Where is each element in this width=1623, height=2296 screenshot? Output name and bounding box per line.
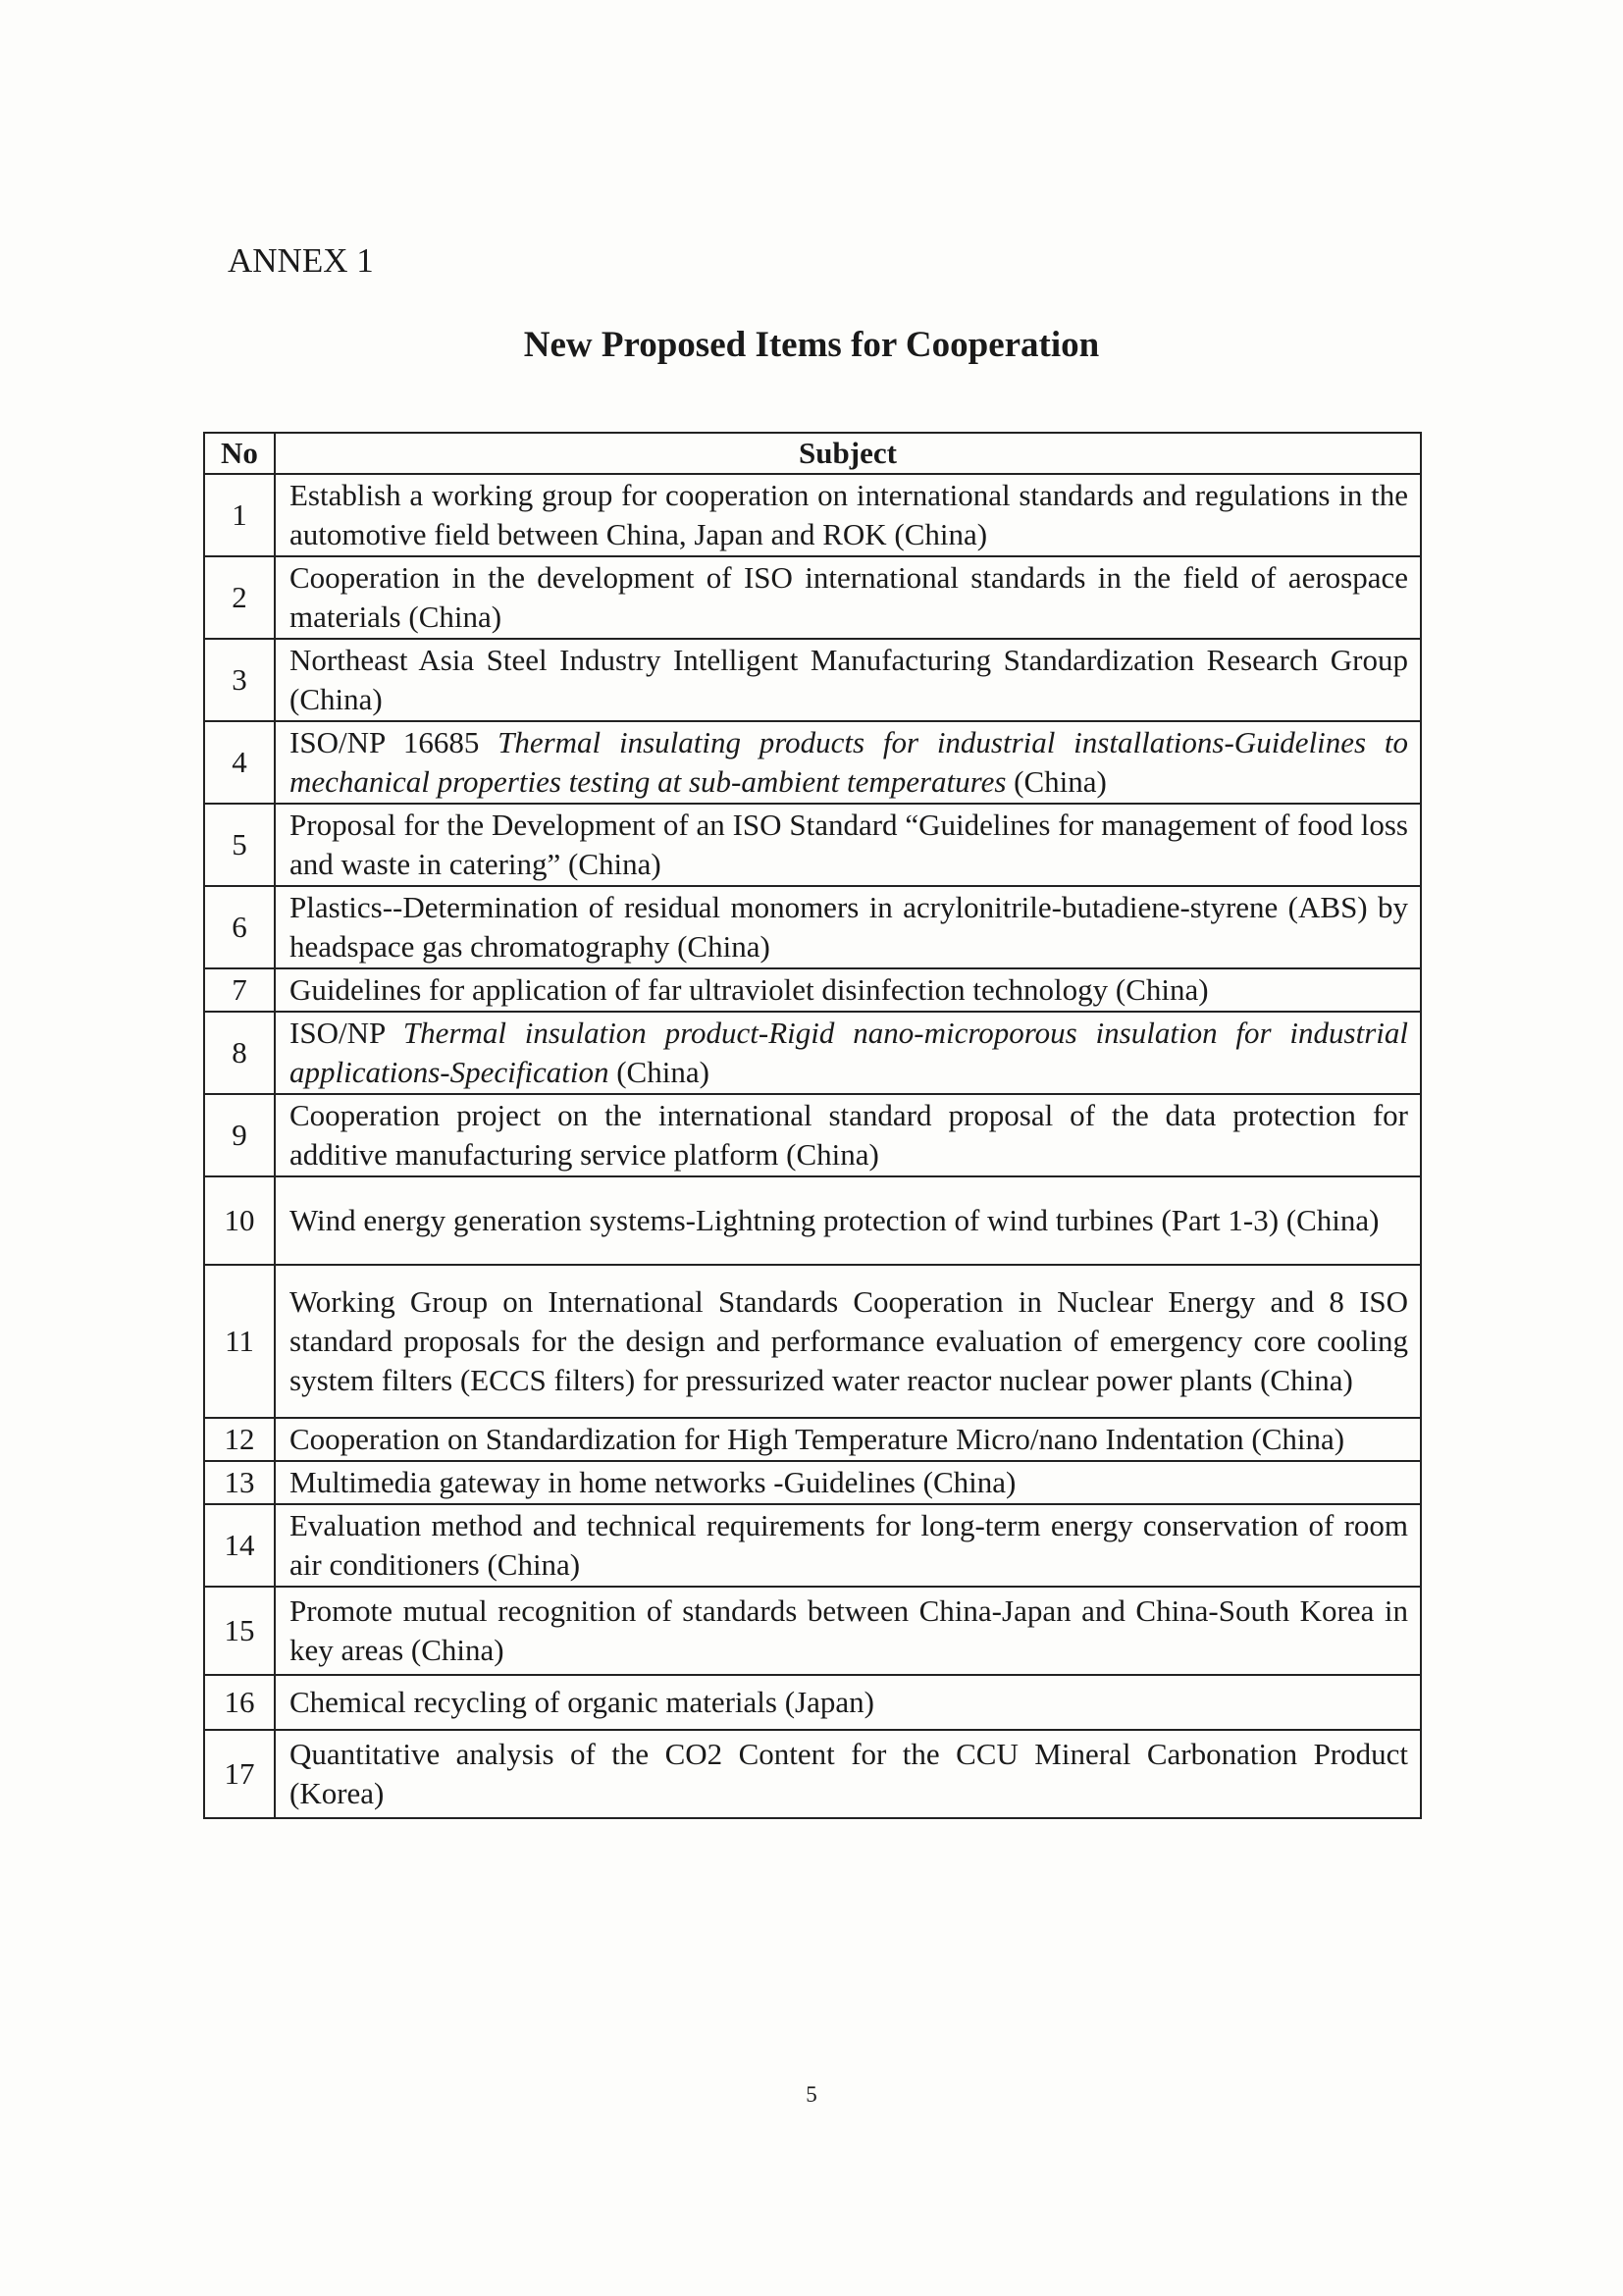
row-number: 5 — [204, 804, 275, 886]
table-row — [204, 721, 1421, 804]
row-number: 10 — [204, 1176, 275, 1265]
table-row — [204, 1418, 1421, 1461]
subject-text: Multimedia gateway in home networks -Guidelines (China) — [289, 1465, 1017, 1499]
proposed-items-table — [203, 432, 1422, 1819]
subject-text: (China) — [608, 1055, 709, 1089]
table-row — [204, 1176, 1421, 1265]
row-subject — [275, 1675, 1421, 1730]
row-subject — [275, 1504, 1421, 1587]
subject-text: Evaluation method and technical requirements for long-term energy conservation of room air conditioners (China) — [289, 1508, 1408, 1582]
row-subject — [275, 556, 1421, 639]
row-number: 14 — [204, 1504, 275, 1587]
row-number: 13 — [204, 1461, 275, 1504]
row-subject — [275, 1587, 1421, 1675]
table-row — [204, 1730, 1421, 1818]
subject-title-italic: Thermal insulating products for industrial installations-Guidelines to mechanical properties testing at sub-ambient temperatures — [289, 725, 1409, 799]
row-subject — [275, 968, 1421, 1012]
subject-text: Cooperation on Standardization for High Temperature Micro/nano Indentation (China) — [289, 1422, 1345, 1456]
subject-text: Working Group on International Standards Cooperation in Nuclear Energy and 8 ISO standard proposals for the design and performance evaluation of emergency core cooling system filters (ECCS filters) for pressurized water reactor nuclear power plants (China) — [289, 1284, 1408, 1397]
table-row — [204, 639, 1421, 721]
subject-text: Proposal for the Development of an ISO Standard “Guidelines for management of food loss and waste in catering” (China) — [289, 808, 1408, 881]
row-number: 8 — [204, 1012, 275, 1094]
subject-title-italic: Thermal insulation product-Rigid nano-microporous insulation for industrial applications-Specification — [289, 1016, 1408, 1089]
row-number: 4 — [204, 721, 275, 804]
subject-text: Northeast Asia Steel Industry Intelligent Manufacturing Standardization Research Group (China) — [289, 643, 1408, 716]
row-subject — [275, 1176, 1421, 1265]
row-number: 9 — [204, 1094, 275, 1176]
subject-text: Promote mutual recognition of standards between China-Japan and China-South Korea in key areas (China) — [289, 1593, 1408, 1667]
row-number: 1 — [204, 474, 275, 556]
row-subject — [275, 1265, 1421, 1418]
subject-text: (China) — [1006, 764, 1107, 799]
row-number: 12 — [204, 1418, 275, 1461]
row-number: 17 — [204, 1730, 275, 1818]
table-row — [204, 1504, 1421, 1587]
table-row — [204, 1461, 1421, 1504]
subject-text: Chemical recycling of organic materials (Japan) — [289, 1685, 874, 1719]
table-body — [204, 474, 1421, 1818]
subject-text: Plastics--Determination of residual monomers in acrylonitrile-butadiene-styrene (ABS) by headspace gas chromatography (China) — [289, 890, 1408, 964]
table-row — [204, 1012, 1421, 1094]
subject-text: Cooperation in the development of ISO international standards in the field of aerospace materials (China) — [289, 560, 1408, 634]
subject-text: Establish a working group for cooperation on international standards and regulations in the automotive field between China, Japan and ROK (China) — [289, 478, 1408, 551]
subject-text: Guidelines for application of far ultraviolet disinfection technology (China) — [289, 972, 1209, 1007]
row-subject — [275, 1012, 1421, 1094]
row-subject — [275, 474, 1421, 556]
subject-text: ISO/NP — [289, 1016, 403, 1050]
document-title: New Proposed Items for Cooperation — [523, 325, 1100, 365]
table-row — [204, 556, 1421, 639]
row-subject — [275, 804, 1421, 886]
row-subject — [275, 1461, 1421, 1504]
row-subject — [275, 1730, 1421, 1818]
row-number: 16 — [204, 1675, 275, 1730]
table-row — [204, 886, 1421, 968]
table-row — [204, 804, 1421, 886]
row-number: 6 — [204, 886, 275, 968]
page-number: 5 — [806, 2082, 817, 2107]
row-number: 3 — [204, 639, 275, 721]
annex-label: ANNEX 1 — [228, 241, 374, 280]
row-subject — [275, 721, 1421, 804]
table-row — [204, 1675, 1421, 1730]
table-row — [204, 474, 1421, 556]
row-subject — [275, 1094, 1421, 1176]
table-row — [204, 1094, 1421, 1176]
table-row — [204, 1265, 1421, 1418]
column-header-subject: Subject — [275, 433, 1421, 474]
row-subject — [275, 639, 1421, 721]
row-number: 2 — [204, 556, 275, 639]
subject-text: Cooperation project on the international standard proposal of the data protection for additive manufacturing service platform (China) — [289, 1098, 1408, 1172]
table-row — [204, 968, 1421, 1012]
table-header-row — [204, 433, 1421, 474]
subject-text: ISO/NP 16685 — [289, 725, 498, 759]
subject-text: Quantitative analysis of the CO2 Content for the CCU Mineral Carbonation Product (Korea) — [289, 1737, 1408, 1810]
row-subject — [275, 886, 1421, 968]
table-row — [204, 1587, 1421, 1675]
row-number: 11 — [204, 1265, 275, 1418]
row-number: 7 — [204, 968, 275, 1012]
subject-text: Wind energy generation systems-Lightning protection of wind turbines (Part 1-3) (China) — [289, 1203, 1380, 1237]
column-header-no: No — [204, 433, 275, 474]
row-subject — [275, 1418, 1421, 1461]
row-number: 15 — [204, 1587, 275, 1675]
